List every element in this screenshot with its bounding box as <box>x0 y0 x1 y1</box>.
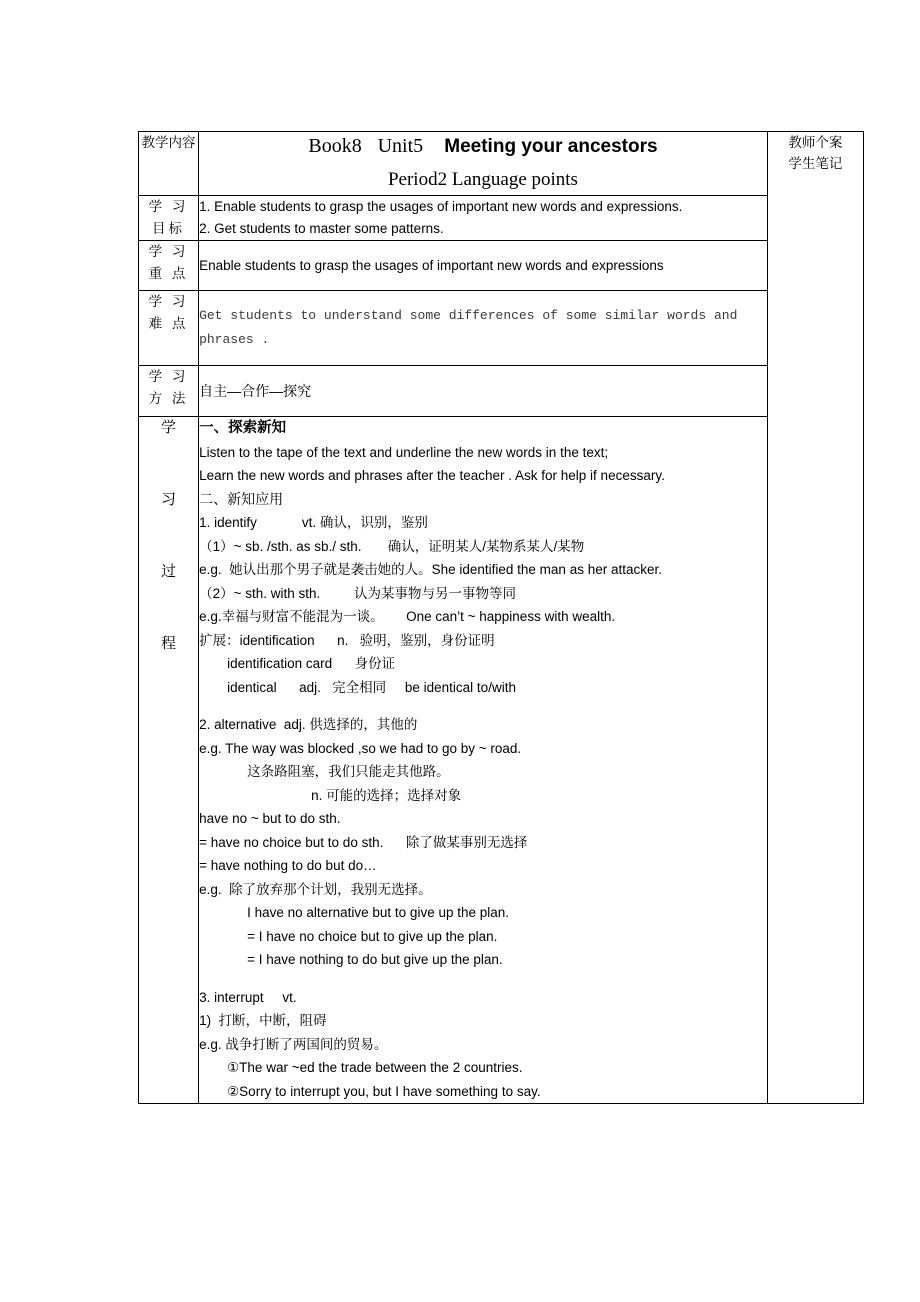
process-line: 二、新知应用 <box>199 490 284 507</box>
process-line: = I have nothing to do but give up the plan. <box>247 952 503 967</box>
process-line: 扩展：identification n. 验明，鉴别，身份证明 <box>199 632 495 648</box>
cell-methods-content <box>199 366 768 417</box>
notes-label-line2: 学生笔记 <box>788 156 843 171</box>
table-row-difficult-points <box>139 291 864 366</box>
objective-line-1: 1. Enable students to grasp the usages of important new words and expressions. <box>199 199 683 214</box>
key-points-label-line2: 重 点 <box>148 266 189 281</box>
table-row-methods <box>139 366 864 417</box>
lesson-title-line2: Period2 Language points <box>387 169 578 190</box>
cell-key-points-label <box>139 241 199 291</box>
process-line: = have no choice but to do sth. 除了做某事别无选择 <box>199 834 528 850</box>
process-line: I have no alternative but to give up the plan. <box>247 905 510 920</box>
unit-number: Unit5 <box>377 135 424 157</box>
cell-methods-label <box>139 366 199 417</box>
methods-label-line2: 方 法 <box>148 391 189 406</box>
lesson-topic: Meeting your ancestors <box>444 136 658 157</box>
process-label-char-1: 学 <box>161 419 177 436</box>
process-line: （1）~ sb. /sth. as sb./ sth. 确认，证明某人/某物系某人/某物 <box>199 538 585 554</box>
cell-notes-column <box>767 132 863 1104</box>
process-line: = I have no choice but to give up the plan. <box>247 928 498 944</box>
book-number: Book8 <box>308 135 362 157</box>
difficult-points-label-line2: 难 点 <box>148 316 189 331</box>
process-line: 2. alternative adj. 供选择的，其他的 <box>199 717 418 732</box>
process-line: 3. interrupt vt. <box>199 989 297 1005</box>
process-line: e.g. The way was blocked ,so we had to go by ~ road. <box>199 740 522 756</box>
key-points-label-line1: 学 习 <box>148 244 189 259</box>
process-line: Listen to the tape of the text and underline the new words in the text; <box>199 444 609 460</box>
table-row-header <box>139 132 864 196</box>
learning-process-lines <box>199 417 767 1103</box>
key-points-line-1: Enable students to grasp the usages of important new words and expressions <box>199 257 664 273</box>
process-line <box>199 972 767 986</box>
cell-teaching-content-label <box>139 132 199 196</box>
process-line: （2）~ sth. with sth. 认为某事物与另一事物等同 <box>199 585 517 601</box>
process-label-char-2: 习 <box>161 491 177 508</box>
difficult-points-line-1: Get students to understand some differences of some similar words and phrases . <box>199 308 738 347</box>
process-line: 这条路阻塞，我们只能走其他路。 <box>247 764 450 779</box>
process-line: ②Sorry to interrupt you, but I have something to say. <box>227 1083 541 1099</box>
process-line: e.g. 除了放弃那个计划，我别无选择。 <box>199 881 432 897</box>
cell-objectives-content <box>199 196 768 241</box>
lesson-plan-table <box>138 131 864 1104</box>
process-line: 1. identify vt. 确认，识别，鉴别 <box>199 515 428 530</box>
process-line: e.g. 她认出那个男子就是袭击她的人。She identified the man as her attacker. <box>199 562 662 577</box>
process-label-char-3: 过 <box>161 563 177 580</box>
objectives-label-line1: 学 习 <box>148 199 189 214</box>
cell-lesson-title <box>199 132 768 196</box>
notes-label-line1: 教师个案 <box>788 135 843 150</box>
difficult-points-label-line1: 学 习 <box>148 294 189 309</box>
process-line: identical adj. 完全相同 be identical to/with <box>227 679 516 695</box>
objective-line-2: 2. Get students to master some patterns. <box>199 221 444 236</box>
process-line <box>199 699 767 713</box>
methods-line-1: 自主—合作—探究 <box>199 383 312 399</box>
teaching-content-label-text: 教学内容 <box>141 135 196 150</box>
cell-difficult-points-content <box>199 291 768 366</box>
process-line: = have nothing to do but do… <box>199 858 377 873</box>
process-line: n. 可能的选择；选择对象 <box>311 787 462 803</box>
process-line: 一、探索新知 <box>199 420 287 436</box>
process-line: 1) 打断，中断，阻碍 <box>199 1013 327 1028</box>
process-line: Learn the new words and phrases after the teacher . Ask for help if necessary. <box>199 468 665 483</box>
cell-learning-process-label <box>139 417 199 1104</box>
methods-label-line1: 学 习 <box>148 369 189 384</box>
process-line: identification card 身份证 <box>227 656 396 671</box>
lesson-title-line1 <box>199 132 767 161</box>
table-row-key-points <box>139 241 864 291</box>
objectives-label-line2: 目标 <box>152 221 186 236</box>
table-row-objectives <box>139 196 864 241</box>
cell-objectives-label <box>139 196 199 241</box>
process-line: ①The war ~ed the trade between the 2 countries. <box>227 1060 523 1075</box>
process-label-char-4: 程 <box>161 635 177 652</box>
cell-key-points-content <box>199 241 768 291</box>
cell-learning-process-content <box>199 417 768 1104</box>
process-line: e.g.幸福与财富不能混为一谈。 One can’t ~ happiness with wealth. <box>199 609 616 624</box>
process-line: e.g. 战争打断了两国间的贸易。 <box>199 1036 388 1052</box>
table-row-learning-process <box>139 417 864 1104</box>
process-line: have no ~ but to do sth. <box>199 811 341 826</box>
cell-difficult-points-label <box>139 291 199 366</box>
